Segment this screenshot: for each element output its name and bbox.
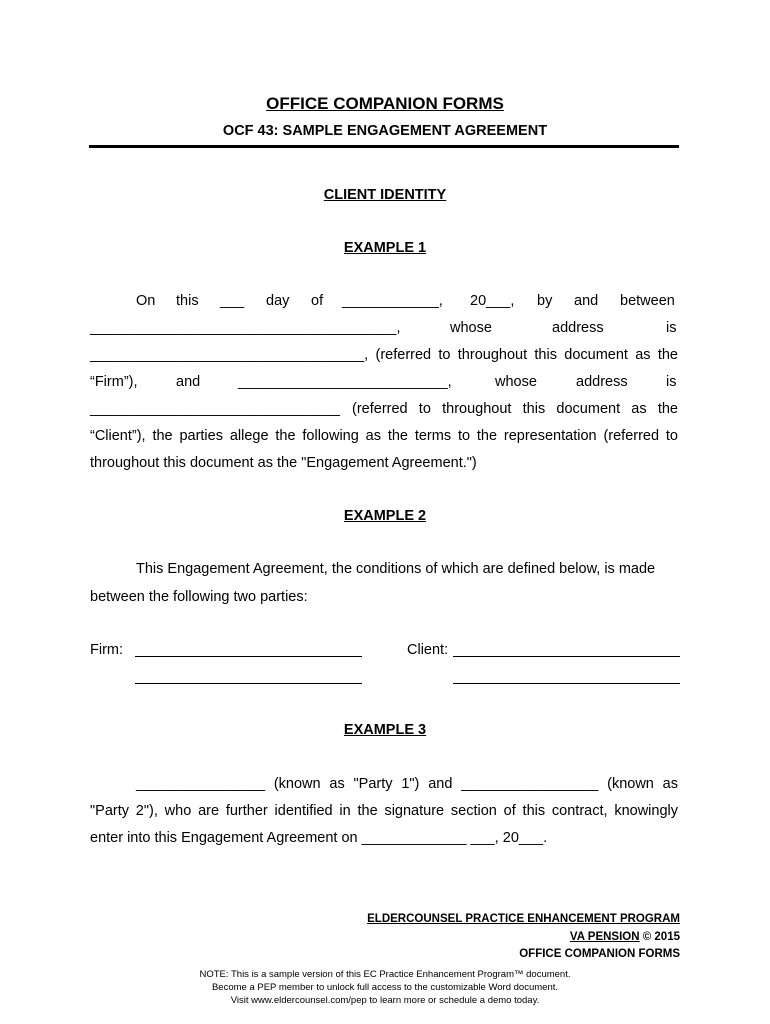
ex2-line1: This Engagement Agreement, the conditions of which are defined below, is made bbox=[136, 561, 656, 577]
firm-label: Firm: bbox=[90, 642, 124, 658]
example2-heading: EXAMPLE 2 bbox=[343, 508, 427, 524]
ex1-client-blank: __________________________, bbox=[238, 374, 452, 390]
ex1-word-of: of bbox=[311, 293, 324, 309]
note-line-3: Visit www.eldercounsel.com/pep to learn more or schedule a demo today. bbox=[230, 995, 540, 1006]
note-line-1: NOTE: This is a sample version of this EC Practice Enhancement Program™ document. bbox=[199, 969, 571, 980]
ex1-word-between: between bbox=[620, 293, 675, 309]
ex1-line3: __________________________________, (referred to throughout this document as the bbox=[90, 347, 678, 363]
footer-program: ELDERCOUNSEL PRACTICE ENHANCEMENT PROGRAM bbox=[367, 913, 680, 925]
ex1-word-and2: and bbox=[176, 374, 201, 390]
ex3-line1: ________________ (known as "Party 1") and _________________ (known as bbox=[136, 776, 678, 792]
ex1-word-is2: is bbox=[666, 374, 677, 390]
ex1-word-day: day bbox=[266, 293, 290, 309]
ex3-line2: "Party 2"), who are further identified in the signature section of this contract, knowingly bbox=[90, 803, 678, 819]
ex1-word-on: On bbox=[136, 293, 156, 309]
ex3-line3: enter into this Engagement Agreement on _____________ ___, 20___. bbox=[90, 830, 548, 846]
firm-signature-line-2 bbox=[135, 683, 362, 684]
footer-forms: OFFICE COMPANION FORMS bbox=[519, 948, 680, 960]
ex1-line7: throughout this document as the "Engagement Agreement.") bbox=[90, 455, 477, 471]
ex2-line2: between the following two parties: bbox=[90, 589, 308, 605]
ex1-year-blank: 20___, bbox=[470, 293, 515, 309]
section-heading: CLIENT IDENTITY bbox=[323, 187, 447, 203]
example3-heading: EXAMPLE 3 bbox=[343, 722, 427, 738]
ex1-word-this: this bbox=[176, 293, 199, 309]
ex1-word-address: address bbox=[552, 320, 604, 336]
client-signature-line-2 bbox=[453, 683, 680, 684]
ex1-line6: “Client”), the parties allege the following as the terms to the representation (referred to bbox=[90, 428, 678, 444]
header-rule bbox=[89, 145, 679, 148]
ex1-day-blank: ___ bbox=[220, 293, 245, 309]
note-line-2: Become a PEP member to unlock full access to the customizable Word document. bbox=[211, 982, 559, 993]
firm-signature-line-1 bbox=[135, 656, 362, 657]
client-label: Client: bbox=[407, 642, 449, 658]
ex1-word-whose2: whose bbox=[495, 374, 537, 390]
ex1-date-blank: ____________, bbox=[342, 293, 443, 309]
footer-va-pension: VA PENSION bbox=[569, 931, 640, 943]
ex1-address-blank: _______________________________ bbox=[90, 401, 340, 417]
ex1-word-firm: “Firm”), bbox=[90, 374, 138, 390]
ex1-word-and: and bbox=[574, 293, 599, 309]
client-signature-line-1 bbox=[453, 656, 680, 657]
example1-heading: EXAMPLE 1 bbox=[343, 240, 427, 256]
ex1-word-address2: address bbox=[576, 374, 628, 390]
ex1-word-whose: whose bbox=[450, 320, 492, 336]
ex1-word-by: by bbox=[537, 293, 553, 309]
ex1-party-blank: ______________________________________, bbox=[90, 320, 401, 336]
footer-va-pension-line bbox=[570, 931, 680, 943]
page-title: OFFICE COMPANION FORMS bbox=[266, 94, 504, 113]
page-subtitle: OCF 43: SAMPLE ENGAGEMENT AGREEMENT bbox=[222, 123, 548, 139]
footer-copyright: © 2015 bbox=[639, 931, 680, 943]
ex1-line5-text: (referred to throughout this document as the bbox=[352, 401, 678, 417]
ex1-word-is: is bbox=[666, 320, 677, 336]
